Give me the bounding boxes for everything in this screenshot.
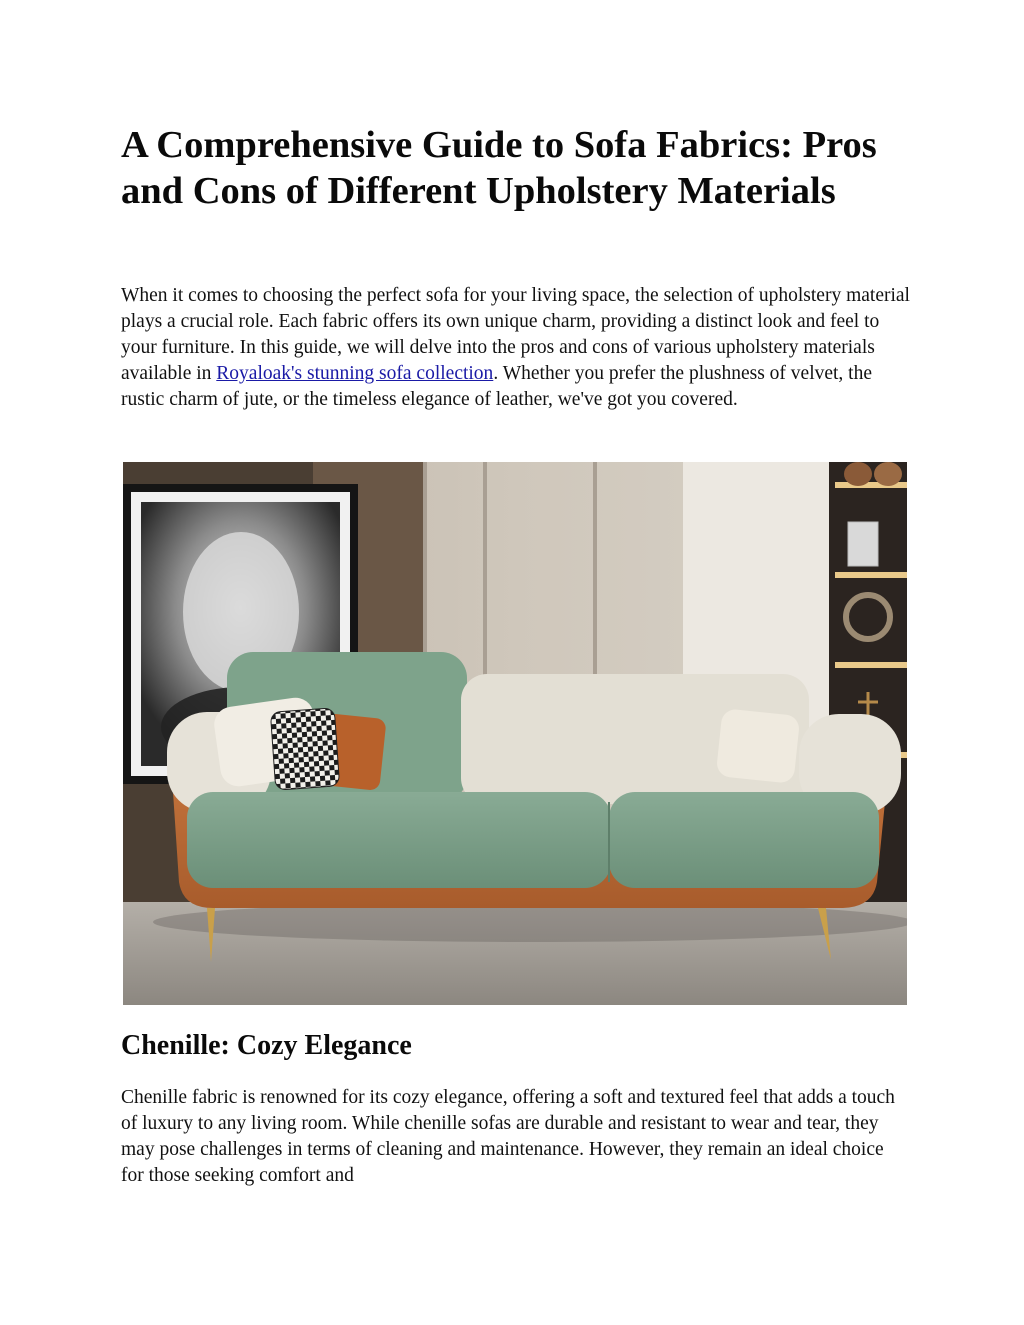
intro-text-end: . Whether you prefer the plushness of velvet, the rustic charm of jute, or the timeless elegance of leather, we've got you covered.: [121, 363, 873, 410]
sofa-hero-image: [123, 462, 907, 1005]
intro-paragraph: [121, 283, 911, 413]
article-title: A Comprehensive Guide to Sofa Fabrics: Pros and Cons of Different Upholstery Materials: [121, 124, 877, 212]
section-heading-chenille: Chenille: Cozy Elegance: [121, 1030, 412, 1061]
intro-text-start: When it comes to choosing the perfect sofa for your living space, the selection of upholstery material plays a crucial role. Each fabric offers its own unique charm, providing a distinct look and feel to your furniture. In this guide, we will delve into the pros and cons of various upholstery materials available in: [121, 285, 910, 384]
royaloak-collection-link[interactable]: Royaloak's stunning sofa collection: [216, 363, 494, 384]
section-paragraph-chenille: Chenille fabric is renowned for its cozy elegance, offering a soft and textured feel that adds a touch of luxury to any living room. While chenille sofas are durable and resistant to wear and tear, they may pose challenges in terms of cleaning and maintenance. However, they remain an ideal choice for those seeking comfort and: [121, 1087, 895, 1186]
